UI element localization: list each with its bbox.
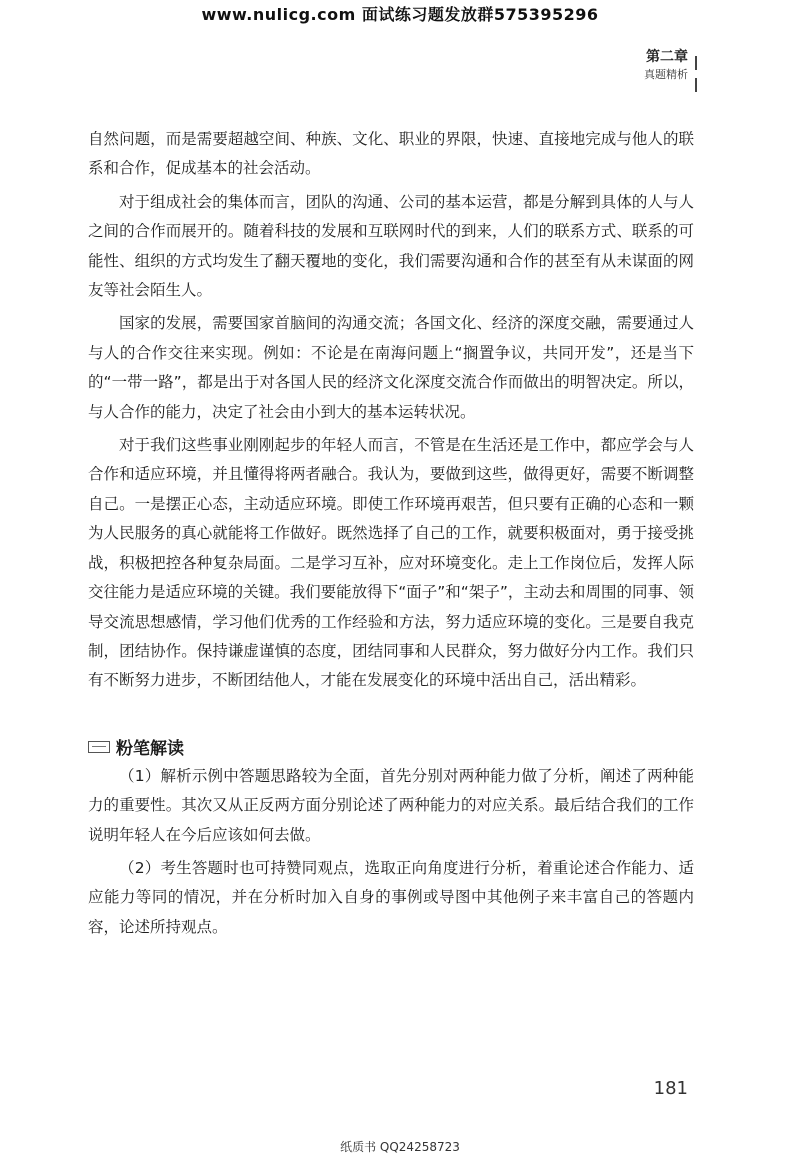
chapter-title: 第二章 — [646, 49, 688, 65]
section-heading — [88, 732, 694, 762]
paragraph-2: 对于组成社会的集体而言，团队的沟通、公司的基本运营，都是分解到具体的人与人之间的合作而展开的。随着科技的发展和互联网时代的到来，人们的联系方式、联系的可能性、组织的方式均发生了翻天覆地的变化，我们需要沟通和合作的甚至有从未谋面的网友等社会陌生人。 — [88, 192, 694, 300]
header-rule-top — [695, 56, 697, 70]
analysis-item-1: （1）解析示例中答题思路较为全面，首先分别对两种能力做了分析，阐述了两种能力的重要性。其次又从正反两方面分别论述了两种能力的对应关系。最后结合我们的工作说明年轻人在今后应该如何去做。 — [88, 766, 694, 844]
chapter-subtitle: 真题精析 — [644, 68, 688, 81]
top-banner: www.nulicg.com 面试练习题发放群575395296 — [201, 5, 599, 24]
section-title: 粉笔解读 — [116, 739, 184, 760]
analysis-item-2: （2）考生答题时也可持赞同观点，选取正向角度进行分析，着重论述合作能力、适应能力等同的情况，并在分析时加入自身的事例或导图中其他例子来丰富自己的答题内容，论述所持观点。 — [88, 858, 694, 936]
footer-note: 纸质书 QQ24258723 — [340, 1140, 460, 1154]
paragraph-3: 国家的发展，需要国家首脑间的沟通交流；各国文化、经济的深度交融，需要通过人与人的合作交往来实现。例如：不论是在南海问题上“搁置争议，共同开发”，还是当下的“一带一路”，都是出于对各国人民的经济文化深度交流合作而做出的明智决定。所以，与人合作的能力，决定了社会由小到大的基本运转状况。 — [88, 314, 694, 421]
chapter-header — [644, 48, 688, 84]
section-marker-icon — [88, 741, 110, 753]
page-content — [88, 125, 694, 942]
page-number: 181 — [653, 1078, 688, 1099]
header-rule-bottom — [695, 78, 697, 92]
paragraph-4: 对于我们这些事业刚刚起步的年轻人而言，不管是在生活还是工作中，都应学会与人合作和适应环境，并且懂得将两者融合。我认为，要做到这些，做得更好，需要不断调整自己。一是摆正心态，主动适应环境。即使工作环境再艰苦，但只要有正确的心态和一颗为人民服务的真心就能将工作做好。既然选择了自己的工作，就要积极面对，勇于接受挑战，积极把控各种复杂局面。二是学习互补，应对环境变化。走上工作岗位后，发挥人际交往能力是适应环境的关键。我们要能放得下“面子”和“架子”，主动去和周围的同事、领导交流思想感情，学习他们优秀的工作经验和方法，努力适应环境的变化。三是要自我克制，团结协作。保持谦虚谨慎的态度，团结同事和人民群众，努力做好分内工作。我们只有不断努力进步，不断团结他人，才能在发展变化的环境中活出自己，活出精彩。 — [88, 436, 694, 690]
paragraph-1: 自然问题，而是需要超越空间、种族、文化、职业的界限，快速、直接地完成与他人的联系和合作，促成基本的社会活动。 — [88, 130, 694, 178]
